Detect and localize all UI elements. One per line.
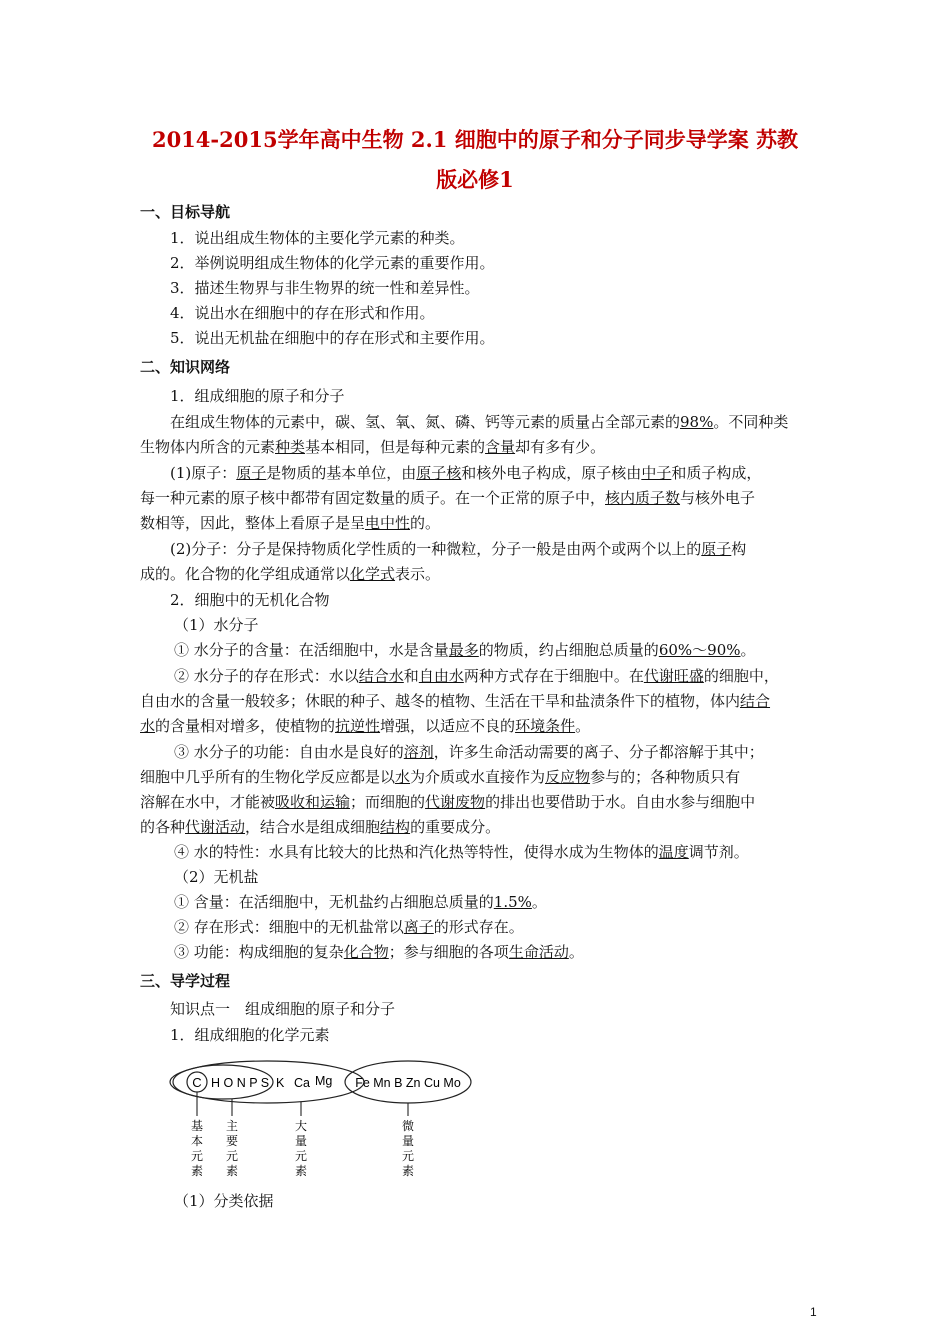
element-c: C xyxy=(192,1075,202,1090)
paragraph-line: 溶解在水中，才能被吸收和运输；而细胞的代谢废物的排出也要借助于水。自由水参与细胞中 xyxy=(140,793,756,811)
knowledge-point-title: 知识点一 组成细胞的原子和分子 xyxy=(170,1000,396,1018)
title-line-1: 2014-2015学年高中生物 2.1 细胞中的原子和分子同步导学案 苏教 xyxy=(151,127,799,152)
subheading-inorganic: 2．细胞中的无机化合物 xyxy=(170,591,330,609)
element-mg: Mg xyxy=(315,1074,333,1088)
subheading-water: （1）水分子 xyxy=(174,616,259,634)
paragraph-line: (2)分子：分子是保持物质化学性质的一种微粒，分子一般是由两个或两个以上的原子构 xyxy=(170,540,747,558)
element-k: K xyxy=(276,1076,285,1090)
element-ca: Ca xyxy=(294,1076,310,1090)
goal-item: 3．描述生物界与非生物界的统一性和差异性。 xyxy=(170,279,480,297)
elements-hnops: H O N P S xyxy=(211,1076,270,1090)
paragraph-line: ① 含量：在活细胞中，无机盐约占细胞总质量的1.5%。 xyxy=(174,893,547,911)
section-heading-process: 三、导学过程 xyxy=(140,972,231,990)
paragraph-line: 每一种元素的原子核中都带有固定数量的质子。在一个正常的原子中，核内质子数与核外电子 xyxy=(140,489,756,507)
section-heading-knowledge: 二、知识网络 xyxy=(140,358,231,376)
paragraph-line: 的各种代谢活动，结合水是组成细胞结构的重要成分。 xyxy=(140,818,501,836)
subheading-classification-basis: （1）分类依据 xyxy=(174,1192,274,1210)
label-trace-elements: 微量元素 xyxy=(401,1119,415,1178)
element-classification-diagram xyxy=(165,1058,485,1188)
document-title xyxy=(120,120,830,200)
section-heading-goals: 一、目标导航 xyxy=(140,203,231,221)
subheading-atoms-molecules: 1．组成细胞的原子和分子 xyxy=(170,387,345,405)
paragraph-line: 生物体内所含的元素种类基本相同，但是每种元素的含量却有多有少。 xyxy=(140,438,606,456)
paragraph-line: ① 水分子的含量：在活细胞中，水是含量最多的物质，约占细胞总质量的60%～90%。 xyxy=(174,641,756,659)
goal-item: 4．说出水在细胞中的存在形式和作用。 xyxy=(170,304,435,322)
goal-item: 5．说出无机盐在细胞中的存在形式和主要作用。 xyxy=(170,329,495,347)
trace-elements-list: Fe Mn B Zn Cu Mo xyxy=(355,1076,461,1090)
title-line-2: 版必修1 xyxy=(436,167,514,192)
goal-item: 2．举例说明组成生物体的化学元素的重要作用。 xyxy=(170,254,495,272)
paragraph-line: ③ 功能：构成细胞的复杂化合物；参与细胞的各项生命活动。 xyxy=(174,943,584,961)
label-basic-elements: 基本元素 xyxy=(190,1119,204,1178)
label-main-elements: 主要元素 xyxy=(225,1119,239,1178)
paragraph-line: 水的含量相对增多，使植物的抗逆性增强，以适应不良的环境条件。 xyxy=(140,717,591,735)
paragraph-line: 在组成生物体的元素中，碳、氢、氧、氮、磷、钙等元素的质量占全部元素的98%。不同种类 xyxy=(170,413,789,431)
paragraph-line: ④ 水的特性：水具有比较大的比热和汽化热等特性，使得水成为生物体的温度调节剂。 xyxy=(174,843,749,861)
subheading-salts: （2）无机盐 xyxy=(174,868,259,886)
paragraph-line: 细胞中几乎所有的生物化学反应都是以水为介质或水直接作为反应物参与的；各种物质只有 xyxy=(140,768,741,786)
goal-item: 1．说出组成生物体的主要化学元素的种类。 xyxy=(170,229,465,247)
page-number: 1 xyxy=(810,1305,817,1319)
label-macro-elements: 大量元素 xyxy=(294,1119,308,1178)
paragraph-line: ② 水分子的存在形式：水以结合水和自由水两种方式存在于细胞中。在代谢旺盛的细胞中， xyxy=(174,667,779,685)
paragraph-line: (1)原子：原子是物质的基本单位，由原子核和核外电子构成，原子核由中子和质子构成， xyxy=(170,464,762,482)
paragraph-line: 成的。化合物的化学组成通常以化学式表示。 xyxy=(140,565,441,583)
paragraph-line: 数相等，因此，整体上看原子是呈电中性的。 xyxy=(140,514,441,532)
subheading-elements: 1．组成细胞的化学元素 xyxy=(170,1026,330,1044)
paragraph-line: ③ 水分子的功能：自由水是良好的溶剂，许多生命活动需要的离子、分子都溶解于其中； xyxy=(174,743,764,761)
paragraph-line: ② 存在形式：细胞中的无机盐常以离子的形式存在。 xyxy=(174,918,524,936)
paragraph-line: 自由水的含量一般较多；休眠的种子、越冬的植物、生活在干旱和盐渍条件下的植物，体内结合 xyxy=(140,692,771,710)
